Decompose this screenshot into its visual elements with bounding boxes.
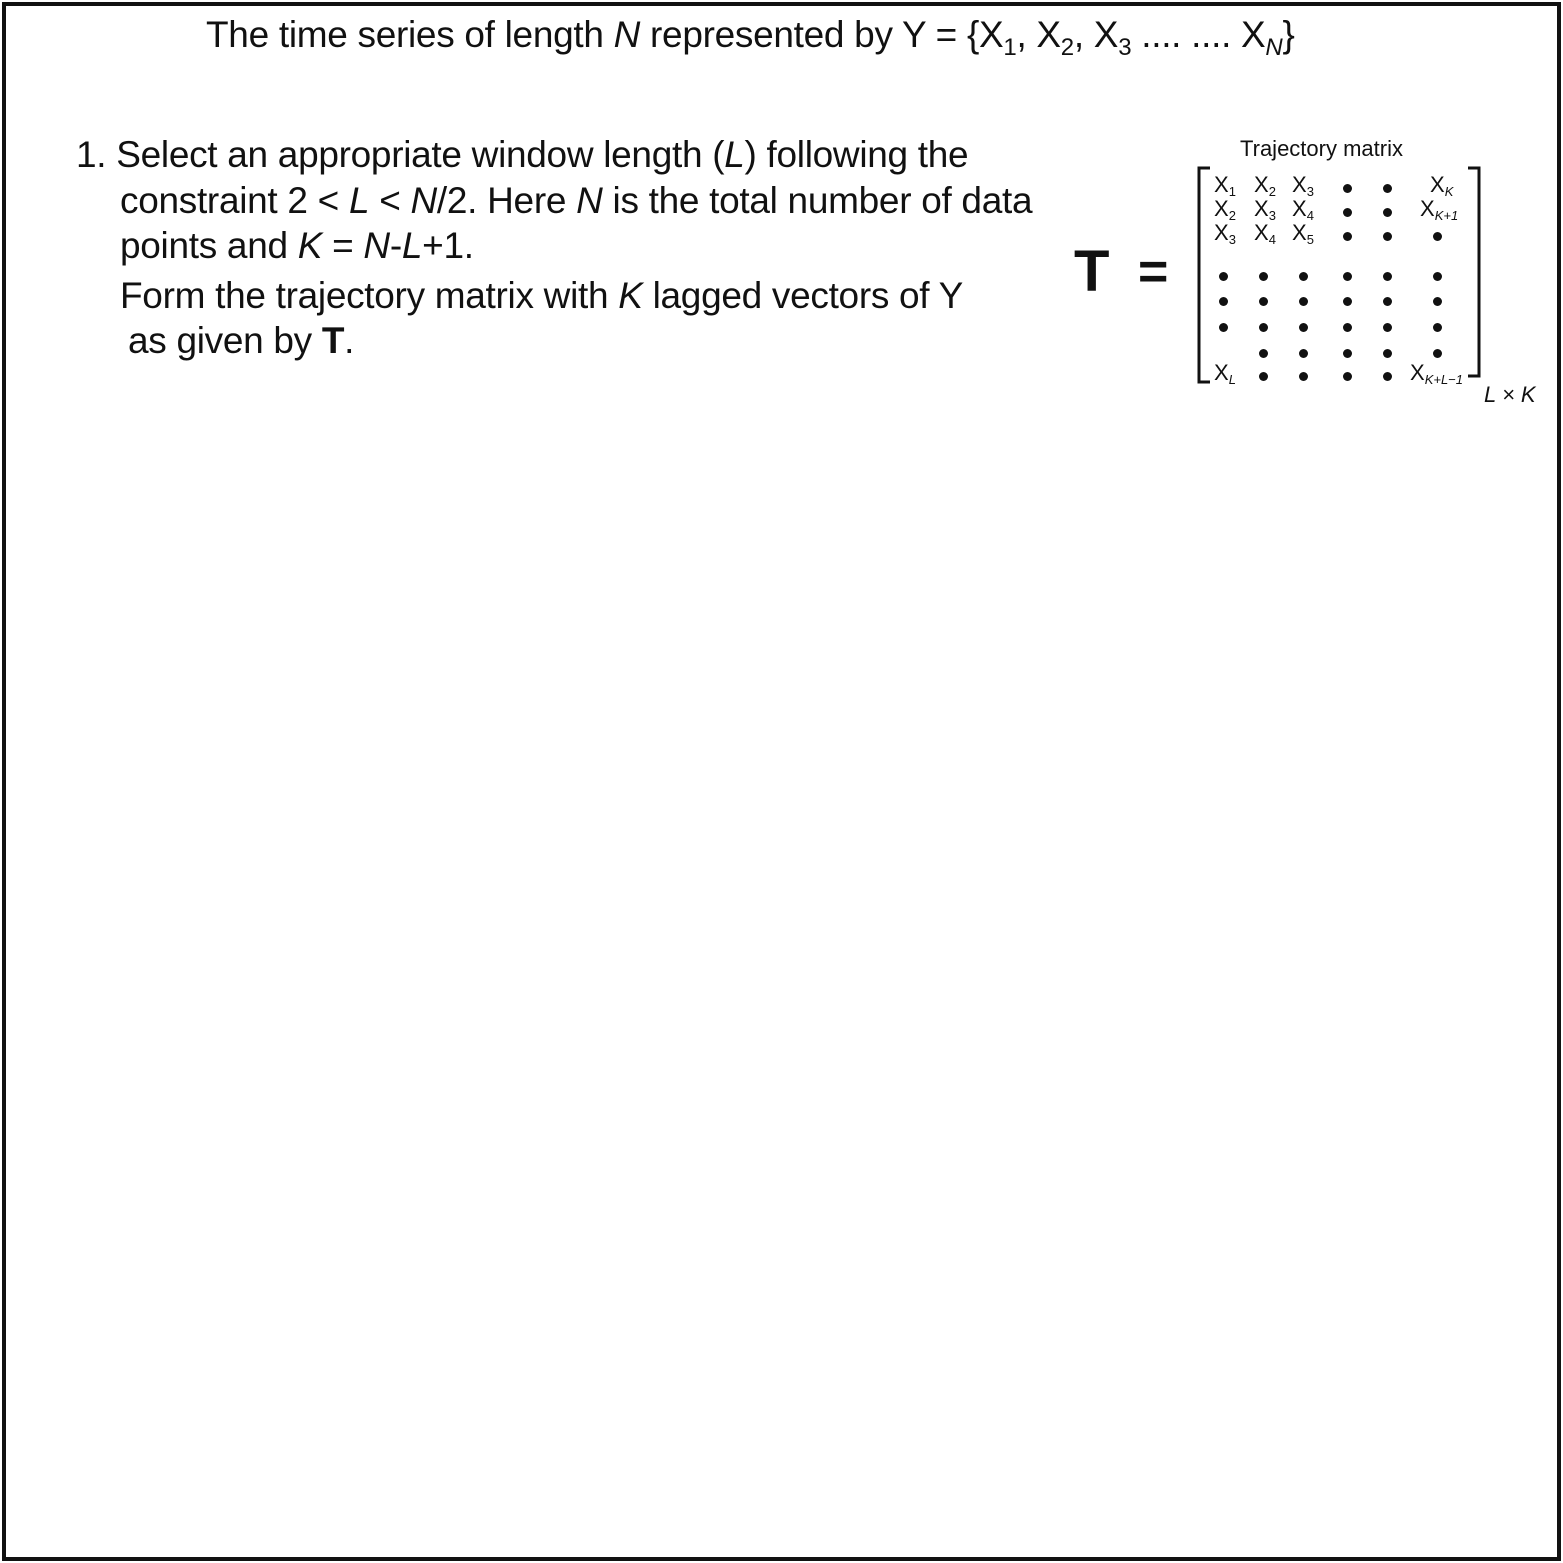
step-text: /2. Here bbox=[436, 180, 577, 221]
matrix-entry: $X_4$ bbox=[1254, 220, 1276, 247]
matrix-dimensions: L × K bbox=[1484, 382, 1536, 407]
matrix-ellipsis-dot bbox=[1383, 297, 1392, 306]
matrix-ellipsis-dot bbox=[1433, 272, 1442, 281]
matrix-entry: $X_{K+1}$ bbox=[1420, 196, 1459, 223]
matrix-entry: $X_L$ bbox=[1214, 360, 1236, 387]
equals-sign: = bbox=[1138, 243, 1169, 301]
matrix-entry: $X_{K+L-1}$ bbox=[1410, 360, 1464, 387]
matrix-ellipsis-dot bbox=[1383, 232, 1392, 241]
subscript: 3 bbox=[1118, 34, 1132, 61]
header-text: represented by Y = {X bbox=[640, 14, 1004, 55]
matrix-ellipsis-dot bbox=[1383, 323, 1392, 332]
matrix-ellipsis-dot bbox=[1343, 323, 1352, 332]
matrix-entry: $X_1$ bbox=[1214, 172, 1236, 199]
matrix-ellipsis-dot bbox=[1433, 232, 1442, 241]
matrix-ellipsis-dot bbox=[1383, 184, 1392, 193]
matrix-ellipsis-dot bbox=[1299, 349, 1308, 358]
left-bracket bbox=[1199, 168, 1210, 382]
matrix-ellipsis-dot bbox=[1299, 297, 1308, 306]
subscript: 1 bbox=[1003, 34, 1017, 61]
matrix-entry: $X_3$ bbox=[1254, 196, 1276, 223]
step-text: ) following the bbox=[744, 134, 969, 175]
matrix-entry: $X_3$ bbox=[1292, 172, 1314, 199]
matrix-ellipsis-dot bbox=[1343, 184, 1352, 193]
matrix-entry: $X_2$ bbox=[1214, 196, 1236, 223]
subscript-n: N bbox=[1265, 34, 1283, 61]
var-k: K bbox=[297, 225, 323, 266]
matrix-entry: $X_2$ bbox=[1254, 172, 1276, 199]
header-text: } bbox=[1282, 14, 1295, 55]
var-l: L bbox=[724, 134, 745, 175]
var-n: N bbox=[363, 225, 390, 266]
step-text: 1. Select an appropriate window length ( bbox=[76, 134, 725, 175]
matrix-ellipsis-dot bbox=[1219, 323, 1228, 332]
matrix-ellipsis-dot bbox=[1383, 208, 1392, 217]
matrix-ellipsis-dot bbox=[1299, 323, 1308, 332]
matrix-ellipsis-dot bbox=[1259, 297, 1268, 306]
matrix-ellipsis-dot bbox=[1259, 272, 1268, 281]
matrix-ellipsis-dot bbox=[1383, 372, 1392, 381]
matrix-ellipsis-dot bbox=[1259, 349, 1268, 358]
matrix-entry: $X_4$ bbox=[1292, 196, 1314, 223]
matrix-ellipsis-dot bbox=[1299, 272, 1308, 281]
matrix-ellipsis-dot bbox=[1433, 297, 1442, 306]
subscript: 2 bbox=[1060, 34, 1074, 61]
step-text: constraint 2 < bbox=[120, 180, 349, 221]
var-n: N bbox=[576, 180, 603, 221]
matrix-entry: $X_K$ bbox=[1430, 172, 1454, 199]
matrix-ellipsis-dot bbox=[1343, 349, 1352, 358]
matrix-entry: $X_3$ bbox=[1214, 220, 1236, 247]
var-l: L bbox=[348, 180, 370, 221]
header-text: .... .... X bbox=[1131, 14, 1266, 55]
step-text: . bbox=[344, 320, 355, 361]
header-text: , X bbox=[1073, 14, 1119, 55]
matrix-ellipsis-dot bbox=[1259, 323, 1268, 332]
step-text: Form the trajectory matrix with bbox=[120, 275, 619, 316]
step-text: is the total number of data bbox=[602, 180, 1033, 221]
step-text: < bbox=[369, 180, 411, 221]
step-text: +1. bbox=[422, 225, 474, 266]
matrix-ellipsis-dot bbox=[1299, 372, 1308, 381]
matrix-ellipsis-dot bbox=[1219, 297, 1228, 306]
matrix-ellipsis-dot bbox=[1343, 297, 1352, 306]
step-text: points and bbox=[120, 225, 298, 266]
matrix-ellipsis-dot bbox=[1259, 372, 1268, 381]
matrix-title: Trajectory matrix bbox=[1240, 136, 1403, 161]
matrix-ellipsis-dot bbox=[1343, 372, 1352, 381]
matrix-symbol: T bbox=[1074, 239, 1110, 304]
var-n: N bbox=[613, 14, 641, 55]
matrix-ellipsis-dot bbox=[1343, 232, 1352, 241]
step-text: as given by bbox=[128, 320, 322, 361]
step-text: - bbox=[389, 225, 402, 266]
right-bracket bbox=[1468, 168, 1479, 376]
matrix-ellipsis-dot bbox=[1383, 349, 1392, 358]
var-l: L bbox=[401, 225, 423, 266]
matrix-ellipsis-dot bbox=[1433, 349, 1442, 358]
matrix-ellipsis-dot bbox=[1219, 272, 1228, 281]
header-text: , X bbox=[1016, 14, 1061, 55]
matrix-entry: $X_5$ bbox=[1292, 220, 1314, 247]
matrix-ellipsis-dot bbox=[1433, 323, 1442, 332]
var-t: T bbox=[321, 320, 345, 361]
header-text: The time series of length bbox=[206, 14, 614, 55]
var-n: N bbox=[410, 180, 437, 221]
matrix-ellipsis-dot bbox=[1343, 272, 1352, 281]
matrix-ellipsis-dot bbox=[1343, 208, 1352, 217]
step-text: = bbox=[322, 225, 364, 266]
step-text: lagged vectors of Y bbox=[642, 275, 963, 316]
matrix-ellipsis-dot bbox=[1383, 272, 1392, 281]
var-k: K bbox=[618, 275, 643, 316]
